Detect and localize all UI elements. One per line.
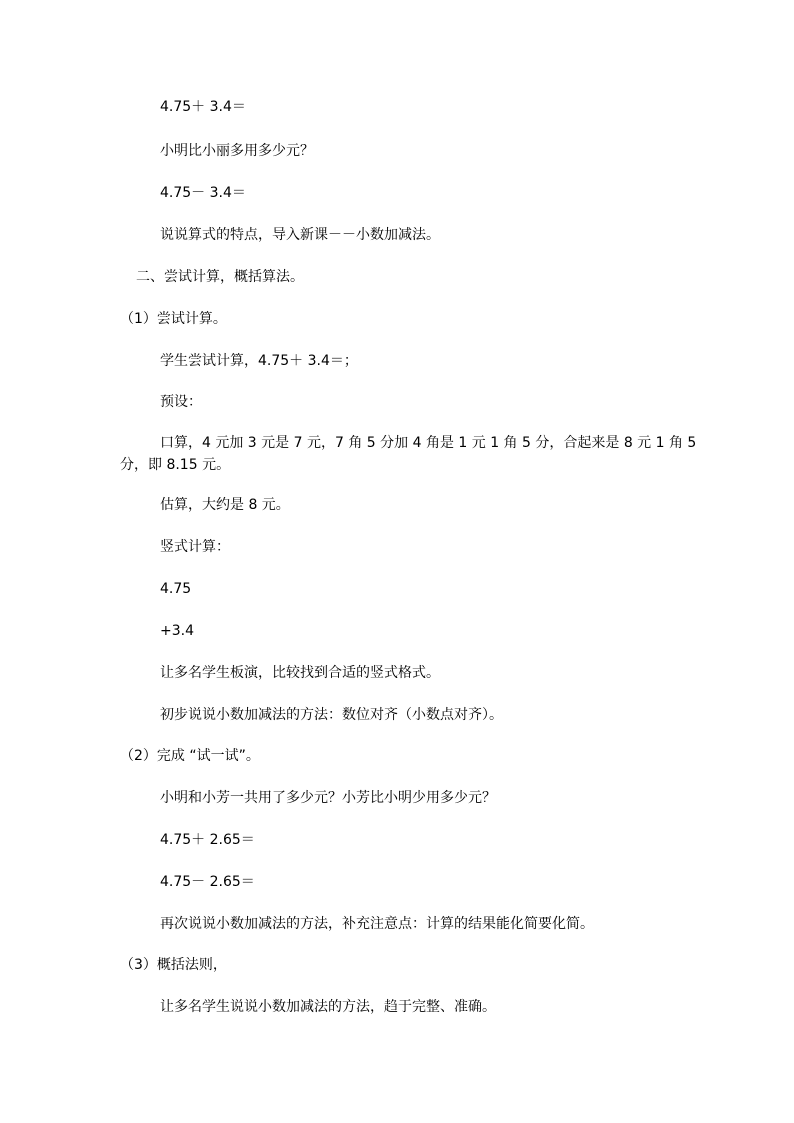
text-line: 估算，大约是 8 元。 bbox=[160, 497, 290, 513]
equation-line: 4.75＋ 3.4＝ bbox=[160, 99, 246, 115]
text-line: 初步说说小数加减法的方法：数位对齐（小数点对齐）。 bbox=[160, 707, 503, 723]
text-line: 让多名学生板演，比较找到合适的竖式格式。 bbox=[160, 665, 440, 681]
vertical-calc-line: 4.75 bbox=[160, 581, 192, 597]
text-line: 再次说说小数加减法的方法，补充注意点：计算的结果能化简要化简。 bbox=[160, 916, 594, 932]
text-line: 让多名学生说说小数加减法的方法，趋于完整、准确。 bbox=[160, 999, 496, 1015]
question-line: 小明和小芳一共用了多少元？小芳比小明少用多少元？ bbox=[160, 790, 496, 806]
equation-line: 4.75＋ 2.65＝ bbox=[160, 832, 255, 848]
text-line: 竖式计算： bbox=[160, 539, 230, 555]
sub-heading: （2）完成 “试一试”。 bbox=[120, 748, 260, 764]
equation-line: 4.75－ 2.65＝ bbox=[160, 874, 255, 890]
equation-line: 4.75－ 3.4＝ bbox=[160, 185, 246, 201]
text-line: 说说算式的特点，导入新课－－小数加减法。 bbox=[160, 227, 440, 243]
section-heading: 二、尝试计算，概括算法。 bbox=[136, 269, 304, 285]
sub-heading: （1）尝试计算。 bbox=[120, 311, 227, 327]
text-line: 预设： bbox=[160, 394, 202, 410]
text-line: 学生尝试计算，4.75＋ 3.4＝； bbox=[160, 353, 358, 369]
sub-heading: （3）概括法则， bbox=[120, 957, 227, 973]
question-line: 小明比小丽多用多少元？ bbox=[160, 143, 314, 159]
text-paragraph: 口算，4 元加 3 元是 7 元，7 角 5 分加 4 角是 1 元 1 角 5 分，合起来是 8 元 1 角 5 分，即 8.15 元。 bbox=[120, 435, 697, 473]
vertical-calc-line: +3.4 bbox=[160, 623, 194, 639]
